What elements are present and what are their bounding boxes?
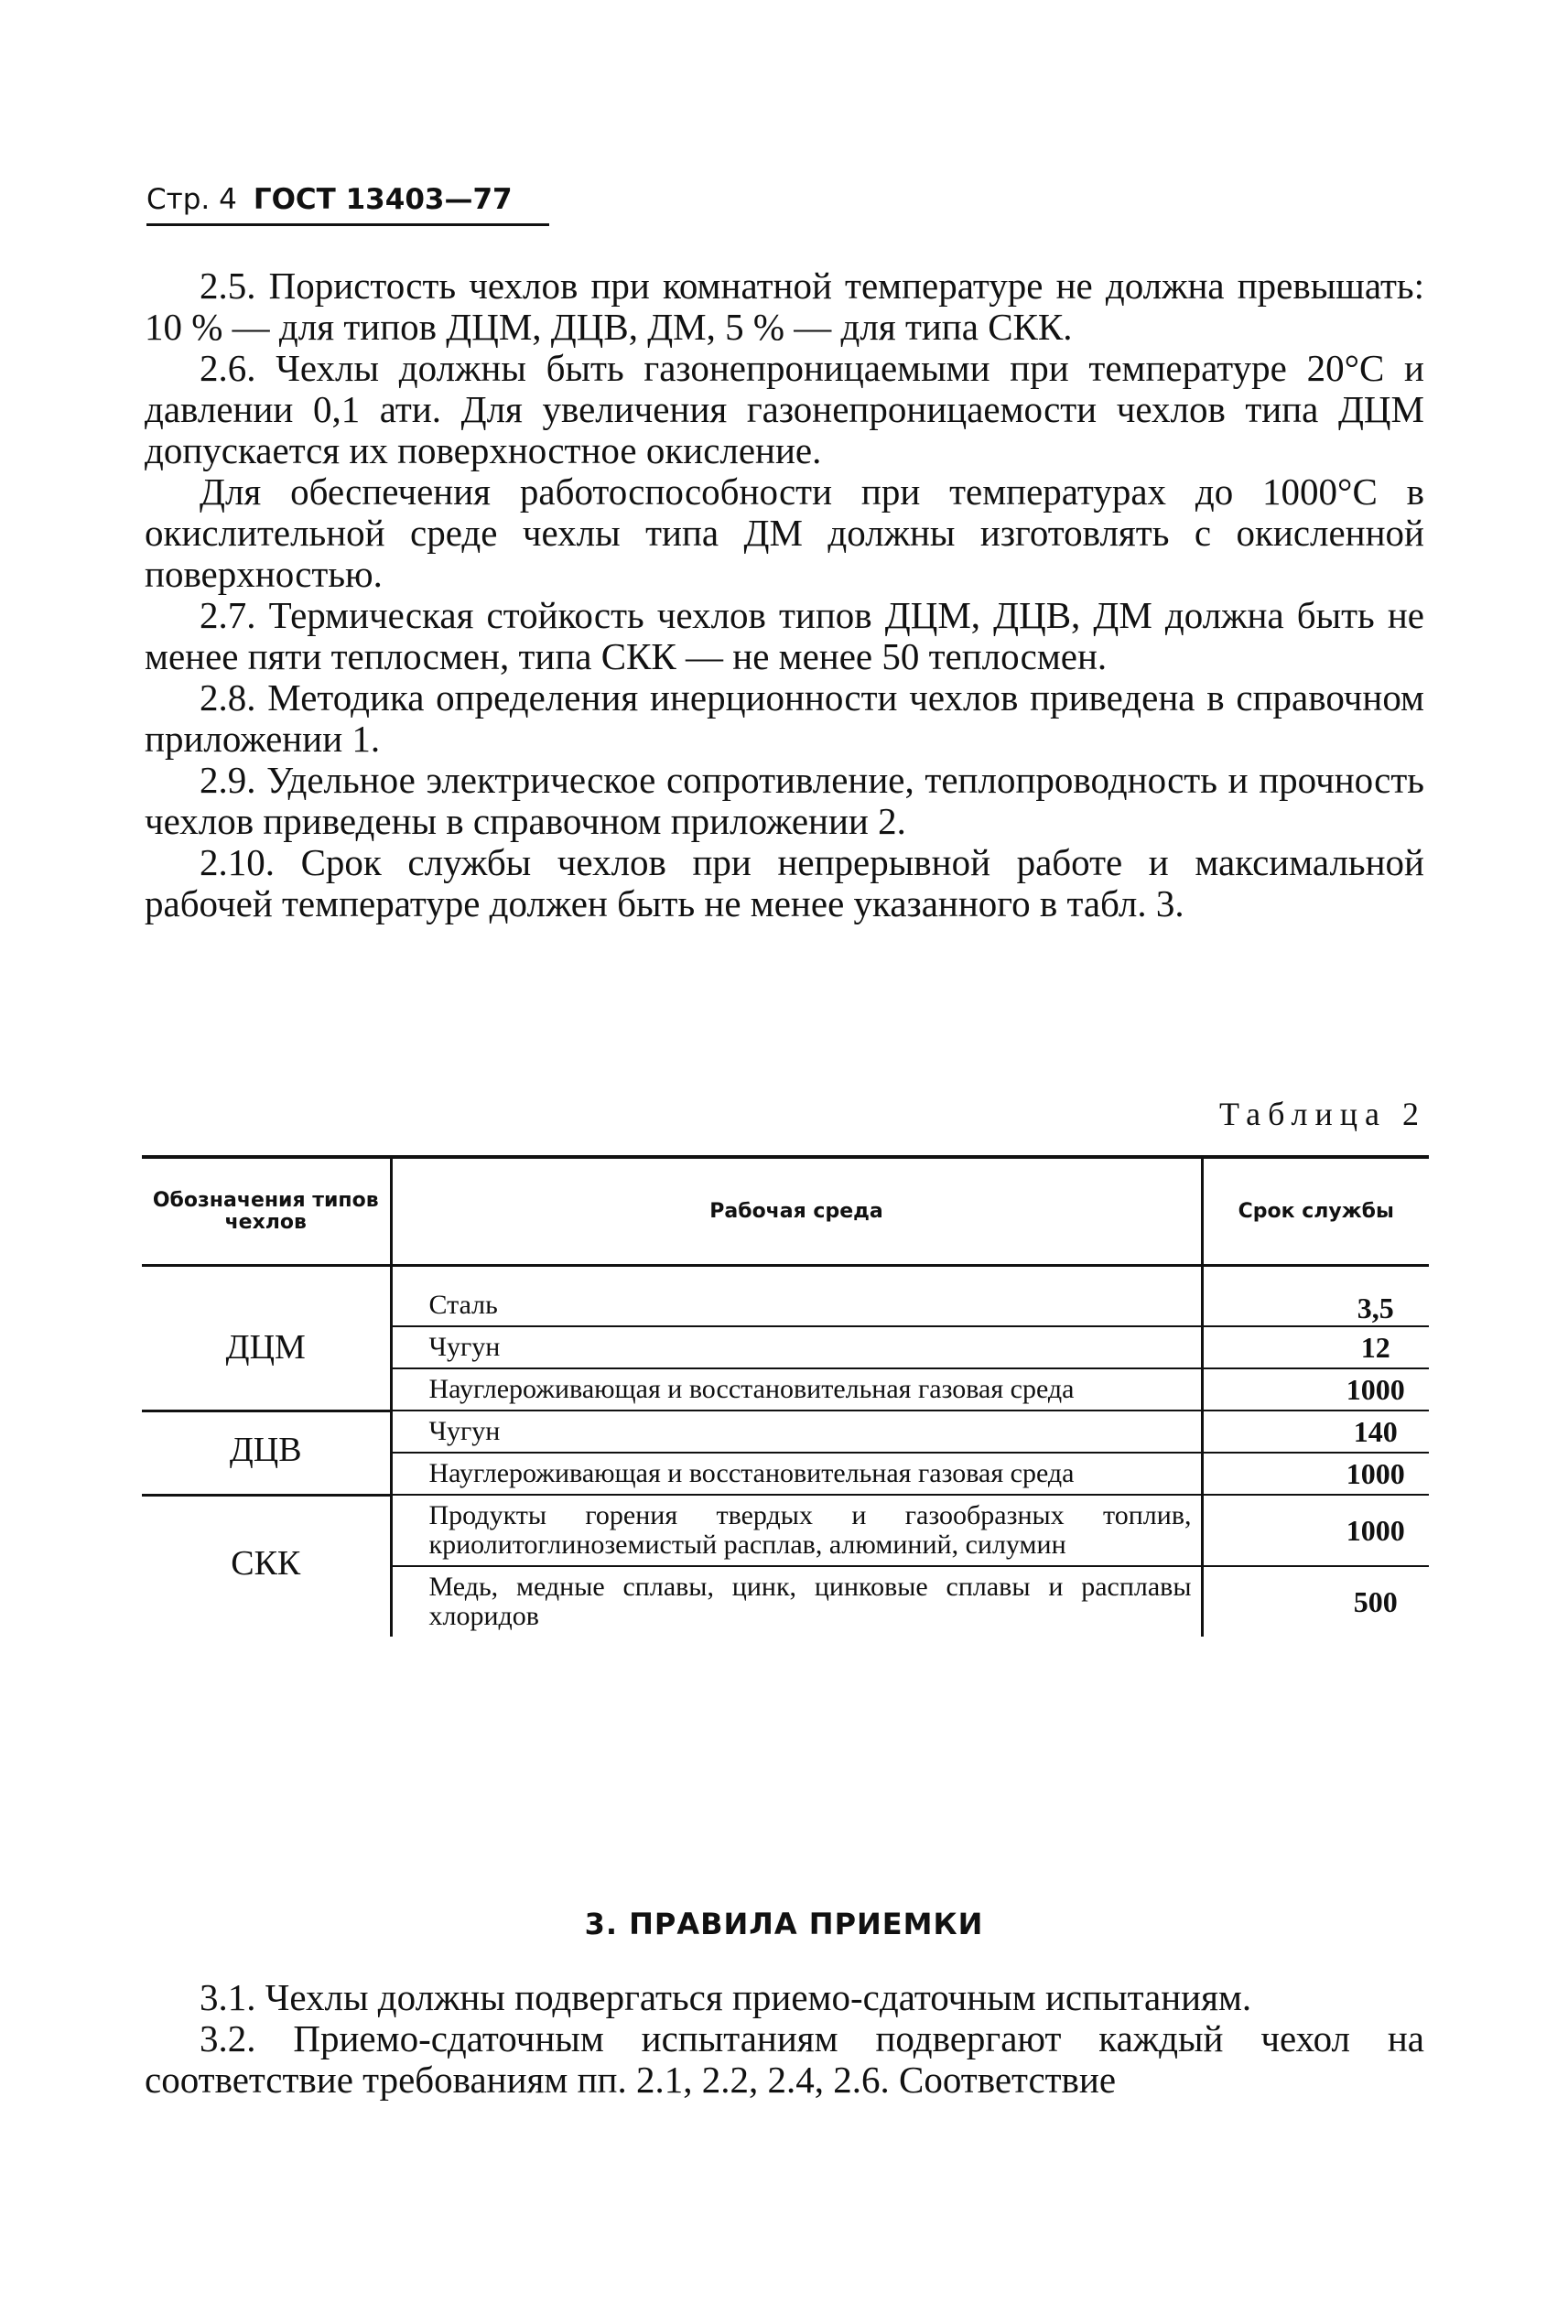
life-cell: 140 bbox=[1202, 1411, 1429, 1453]
type-cell: ДЦВ bbox=[142, 1411, 391, 1495]
service-life-table bbox=[142, 1155, 1429, 1637]
environment-cell: Сталь bbox=[391, 1266, 1202, 1327]
section-title: 3. ПРАВИЛА ПРИЕМКИ bbox=[584, 1907, 984, 1941]
table-row bbox=[142, 1495, 1429, 1566]
paragraph-2-5: 2.5. Пористость чехлов при комнатной температуре не должна превышать: 10 % — для типов ДЦМ, ДЦВ, ДМ, 5 % — для типа СКК. bbox=[145, 265, 1424, 348]
page-header bbox=[146, 183, 549, 226]
environment-cell: Науглероживающая и восстановительная газовая среда bbox=[391, 1368, 1202, 1411]
header-environment: Рабочая среда bbox=[391, 1157, 1202, 1266]
table-caption: Таблица 2 bbox=[1219, 1096, 1426, 1132]
environment-cell: Чугун bbox=[391, 1411, 1202, 1453]
table-header-row bbox=[142, 1157, 1429, 1266]
paragraph-2-7: 2.7. Термическая стойкость чехлов типов ДЦМ, ДЦВ, ДМ должна быть не менее пяти теплосмен, типа СКК — не менее 50 теплосмен. bbox=[145, 594, 1424, 677]
paragraph-2-9: 2.9. Удельное электрическое сопротивление, теплопроводность и прочность чехлов приведены в справочном приложении 2. bbox=[145, 759, 1424, 842]
table-row bbox=[142, 1266, 1429, 1327]
environment-cell: Медь, медные сплавы, цинк, цинковые сплавы и расплавы хлоридов bbox=[391, 1566, 1202, 1637]
life-cell: 3,5 bbox=[1202, 1266, 1429, 1327]
paragraph-3-2: 3.2. Приемо-сдаточным испытаниям подвергают каждый чехол на соответствие требованиям пп. 2.1, 2.2, 2.4, 2.6. Соответствие bbox=[145, 2017, 1424, 2101]
table-row bbox=[142, 1411, 1429, 1453]
paragraph-2-10: 2.10. Срок службы чехлов при непрерывной работе и максимальной рабочей температуре должен быть не менее указанного в табл. 3. bbox=[145, 841, 1424, 924]
paragraph-2-6: 2.6. Чехлы должны быть газонепроницаемыми при температуре 20°С и давлении 0,1 ати. Для увеличения газонепроницаемости чехлов типа ДЦМ допускается их поверхностное окисление. bbox=[145, 347, 1424, 471]
life-cell: 1000 bbox=[1202, 1368, 1429, 1411]
environment-cell: Чугун bbox=[391, 1326, 1202, 1368]
page-number: Стр. 4 bbox=[146, 183, 237, 216]
type-cell: СКК bbox=[142, 1495, 391, 1637]
paragraph-oxidizing: Для обеспечения работоспособности при температурах до 1000°С в окислительной среде чехлы типа ДМ должны изготовлять с окисленной поверхностью. bbox=[145, 470, 1424, 595]
paragraph-3-1: 3.1. Чехлы должны подвергаться приемо-сдаточным испытаниям. bbox=[200, 1976, 1252, 2018]
life-cell: 1000 bbox=[1202, 1495, 1429, 1566]
paragraph-2-8: 2.8. Методика определения инерционности чехлов приведена в справочном приложении 1. bbox=[145, 676, 1424, 760]
life-cell: 500 bbox=[1353, 1584, 1398, 1618]
requirements-text bbox=[145, 265, 1424, 924]
type-cell: ДЦМ bbox=[142, 1266, 391, 1411]
acceptance-text bbox=[145, 1977, 1424, 2101]
life-cell: 12 bbox=[1202, 1326, 1429, 1368]
environment-cell: Науглероживающая и восстановительная газовая среда bbox=[391, 1453, 1202, 1495]
environment-cell: Продукты горения твердых и газообразных топлив, криолитоглиноземистый расплав, алюминий, силумин bbox=[391, 1495, 1202, 1566]
standard-number: ГОСТ 13403—77 bbox=[253, 183, 513, 216]
life-cell: 1000 bbox=[1202, 1453, 1429, 1495]
header-service-life: Срок службы bbox=[1202, 1157, 1429, 1266]
header-type: Обозначения типов чехлов bbox=[142, 1157, 391, 1266]
